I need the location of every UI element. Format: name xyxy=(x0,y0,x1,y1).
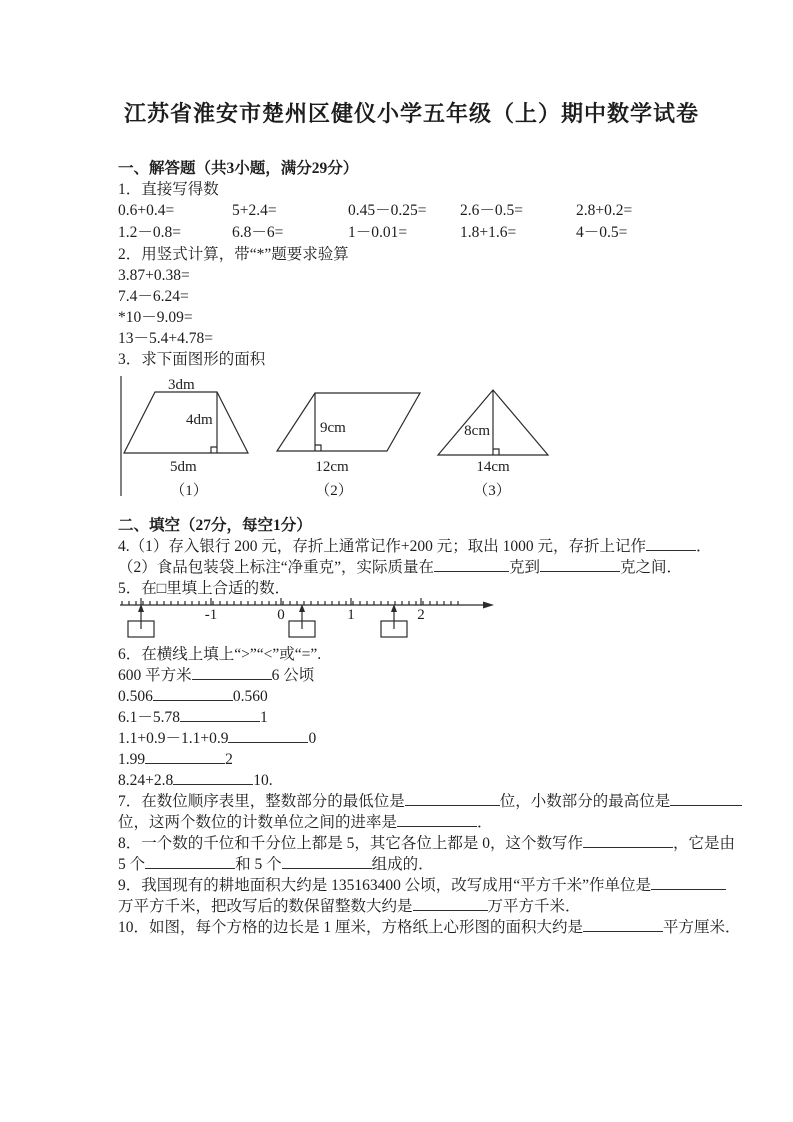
calc-expression: 1－0.01= xyxy=(348,224,408,241)
figure-dimension-label: 12cm xyxy=(315,459,349,475)
figure-caption: （2） xyxy=(315,483,353,499)
question-1-label: 1．直接写得数 xyxy=(118,181,219,198)
calc-expression: 4－0.5= xyxy=(576,224,628,241)
answer-blank[interactable] xyxy=(540,558,620,572)
question-9-line-2 xyxy=(118,896,705,917)
calc-expression: 5+2.4= xyxy=(232,202,277,219)
answer-blank[interactable] xyxy=(153,687,233,701)
calc-expression: 1.8+1.6= xyxy=(460,224,517,241)
answer-blank[interactable] xyxy=(413,897,488,911)
figure-dimension-label: 9cm xyxy=(320,420,346,436)
compare-right: 2 xyxy=(225,751,233,768)
section-2-heading: 二、填空（27分，每空1分） xyxy=(118,517,312,534)
answer-blank[interactable] xyxy=(646,537,696,551)
q9-text: 万平方千米，把改写后的数保留整数大约是 xyxy=(118,898,413,915)
compare-left: 0.506 xyxy=(118,688,153,705)
compare-right: 1 xyxy=(260,709,268,726)
compare-item xyxy=(118,665,705,686)
q8-text: 8．一个数的千位和千分位上都是 5，其它各位上都是 0，这个数写作 xyxy=(118,835,584,852)
q7-text: ． xyxy=(477,814,493,831)
answer-blank[interactable] xyxy=(228,729,308,743)
pointer-arrow xyxy=(138,604,144,629)
q9-text: 9．我国现有的耕地面积大约是 135163400 公顷，改写成用“平方千米”作单位是 xyxy=(118,877,652,894)
tick-label: 2 xyxy=(417,607,425,623)
answer-blank[interactable] xyxy=(145,855,235,869)
question-8-line-1 xyxy=(118,833,736,854)
question-7-line-1 xyxy=(118,791,705,812)
q4-text: 克之间． xyxy=(620,559,683,576)
figure-caption: （3） xyxy=(473,483,511,499)
tick-label: 0 xyxy=(277,607,285,623)
question-10-line xyxy=(118,917,741,938)
pointer-arrow xyxy=(391,604,397,629)
q7-text: 7．在数位顺序表里，整数部分的最低位是 xyxy=(118,793,405,810)
question-4-line-1 xyxy=(118,536,712,557)
number-line-illustration xyxy=(118,596,498,642)
question-8-line-2 xyxy=(118,854,705,875)
q8-text: 5 个 xyxy=(118,856,146,873)
q4-text: （2）食品包装袋上标注“净重克”，实际质量在 xyxy=(118,559,435,576)
compare-right: 6 公顷 xyxy=(271,667,315,684)
q4-text: 克到 xyxy=(509,559,541,576)
question-9-line-1 xyxy=(118,875,705,896)
triangle-figure xyxy=(438,390,548,499)
calc-expression: 2.8+0.2= xyxy=(576,202,633,219)
question-6-label: 6．在横线上填上“>”“<”或“=”. xyxy=(118,646,322,663)
answer-blank[interactable] xyxy=(583,918,663,932)
q4-text: 4.（1）存入银行 200 元，存折上通常记作+200 元；取出 1000 元，存折上记作 xyxy=(118,538,646,555)
question-5-label: 5．在□里填上合适的数． xyxy=(118,580,291,597)
major-ticks xyxy=(141,598,421,605)
calc-item: 3.87+0.38= xyxy=(118,267,190,284)
calc-item: *10－9.09= xyxy=(118,309,193,326)
axis-arrowhead-icon xyxy=(483,602,494,609)
q8-text: 组成的． xyxy=(371,856,434,873)
calc-expression: 0.45－0.25= xyxy=(348,202,427,219)
answer-blank[interactable] xyxy=(192,666,272,680)
figure-dimension-label: 14cm xyxy=(476,459,510,475)
q4-text: ． xyxy=(696,538,712,555)
q7-text: 位，小数部分的最高位是 xyxy=(499,793,671,810)
answer-blank[interactable] xyxy=(434,558,509,572)
answer-blank[interactable] xyxy=(397,813,477,827)
compare-right: 0 xyxy=(308,730,317,747)
compare-item xyxy=(118,728,705,749)
parallelogram-figure xyxy=(277,393,420,499)
figures-illustration xyxy=(116,374,562,502)
question-4-line-2 xyxy=(118,557,705,578)
figure-dimension-label: 8cm xyxy=(464,423,490,439)
q10-text: 10．如图，每个方格的边长是 1 厘米，方格纸上心形图的面积大约是 xyxy=(118,919,584,936)
question-7-line-2 xyxy=(118,812,705,833)
calc-expression: 2.6－0.5= xyxy=(460,202,523,219)
figure-dimension-label: 4dm xyxy=(186,412,213,428)
compare-item xyxy=(118,707,705,728)
calc-item: 7.4－6.24= xyxy=(118,288,189,305)
compare-left: 600 平方米 xyxy=(118,667,192,684)
q7-text: 位，这两个数位的计数单位之间的进率是 xyxy=(118,814,398,831)
answer-blank[interactable] xyxy=(145,750,225,764)
compare-item xyxy=(118,770,705,791)
question-1-expressions xyxy=(118,200,705,244)
answer-blank[interactable] xyxy=(282,855,372,869)
compare-left: 8.24+2.8 xyxy=(118,772,174,789)
calc-expression: 6.8－6= xyxy=(232,224,284,241)
tick-label: -1 xyxy=(204,607,218,623)
figure-dimension-label: 5dm xyxy=(170,459,197,475)
figure-caption: （1） xyxy=(170,483,208,499)
compare-left: 1.99 xyxy=(118,751,146,768)
exam-title: 江苏省淮安市楚州区健仪小学五年级（上）期中数学试卷 xyxy=(123,101,699,126)
compare-item xyxy=(118,686,705,707)
compare-right: 10. xyxy=(253,772,273,789)
pointer-arrow xyxy=(299,604,305,629)
answer-blank[interactable] xyxy=(173,771,253,785)
section-1-heading: 一、解答题（共3小题，满分29分） xyxy=(118,160,359,177)
calc-item: 13－5.4+4.78= xyxy=(118,330,213,347)
answer-blank[interactable] xyxy=(180,708,260,722)
answer-blank[interactable] xyxy=(670,792,742,806)
question-3-label: 3．求下面图形的面积 xyxy=(118,351,266,368)
question-2-label: 2．用竖式计算，带“*”题要求验算 xyxy=(118,246,349,263)
tick-label: 1 xyxy=(347,607,355,623)
figure-dimension-label: 3dm xyxy=(168,377,195,393)
compare-left: 6.1－5.78 xyxy=(118,709,181,726)
answer-blank[interactable] xyxy=(651,876,726,890)
q9-text: 万平方千米． xyxy=(487,898,581,915)
compare-right: 0.560 xyxy=(232,688,268,705)
q8-text: 和 5 个 xyxy=(235,856,282,873)
compare-item xyxy=(118,749,705,770)
answer-blank[interactable] xyxy=(583,834,673,848)
calc-expression: 1.2－0.8= xyxy=(118,224,181,241)
q10-text: 平方厘米． xyxy=(663,919,741,936)
calc-expression: 0.6+0.4= xyxy=(118,202,175,219)
compare-left: 1.1+0.9－1.1+0.9 xyxy=(118,730,229,747)
q8-text: ，它是由 xyxy=(673,835,736,852)
trapezoid-figure xyxy=(124,377,248,499)
answer-blank[interactable] xyxy=(405,792,500,806)
